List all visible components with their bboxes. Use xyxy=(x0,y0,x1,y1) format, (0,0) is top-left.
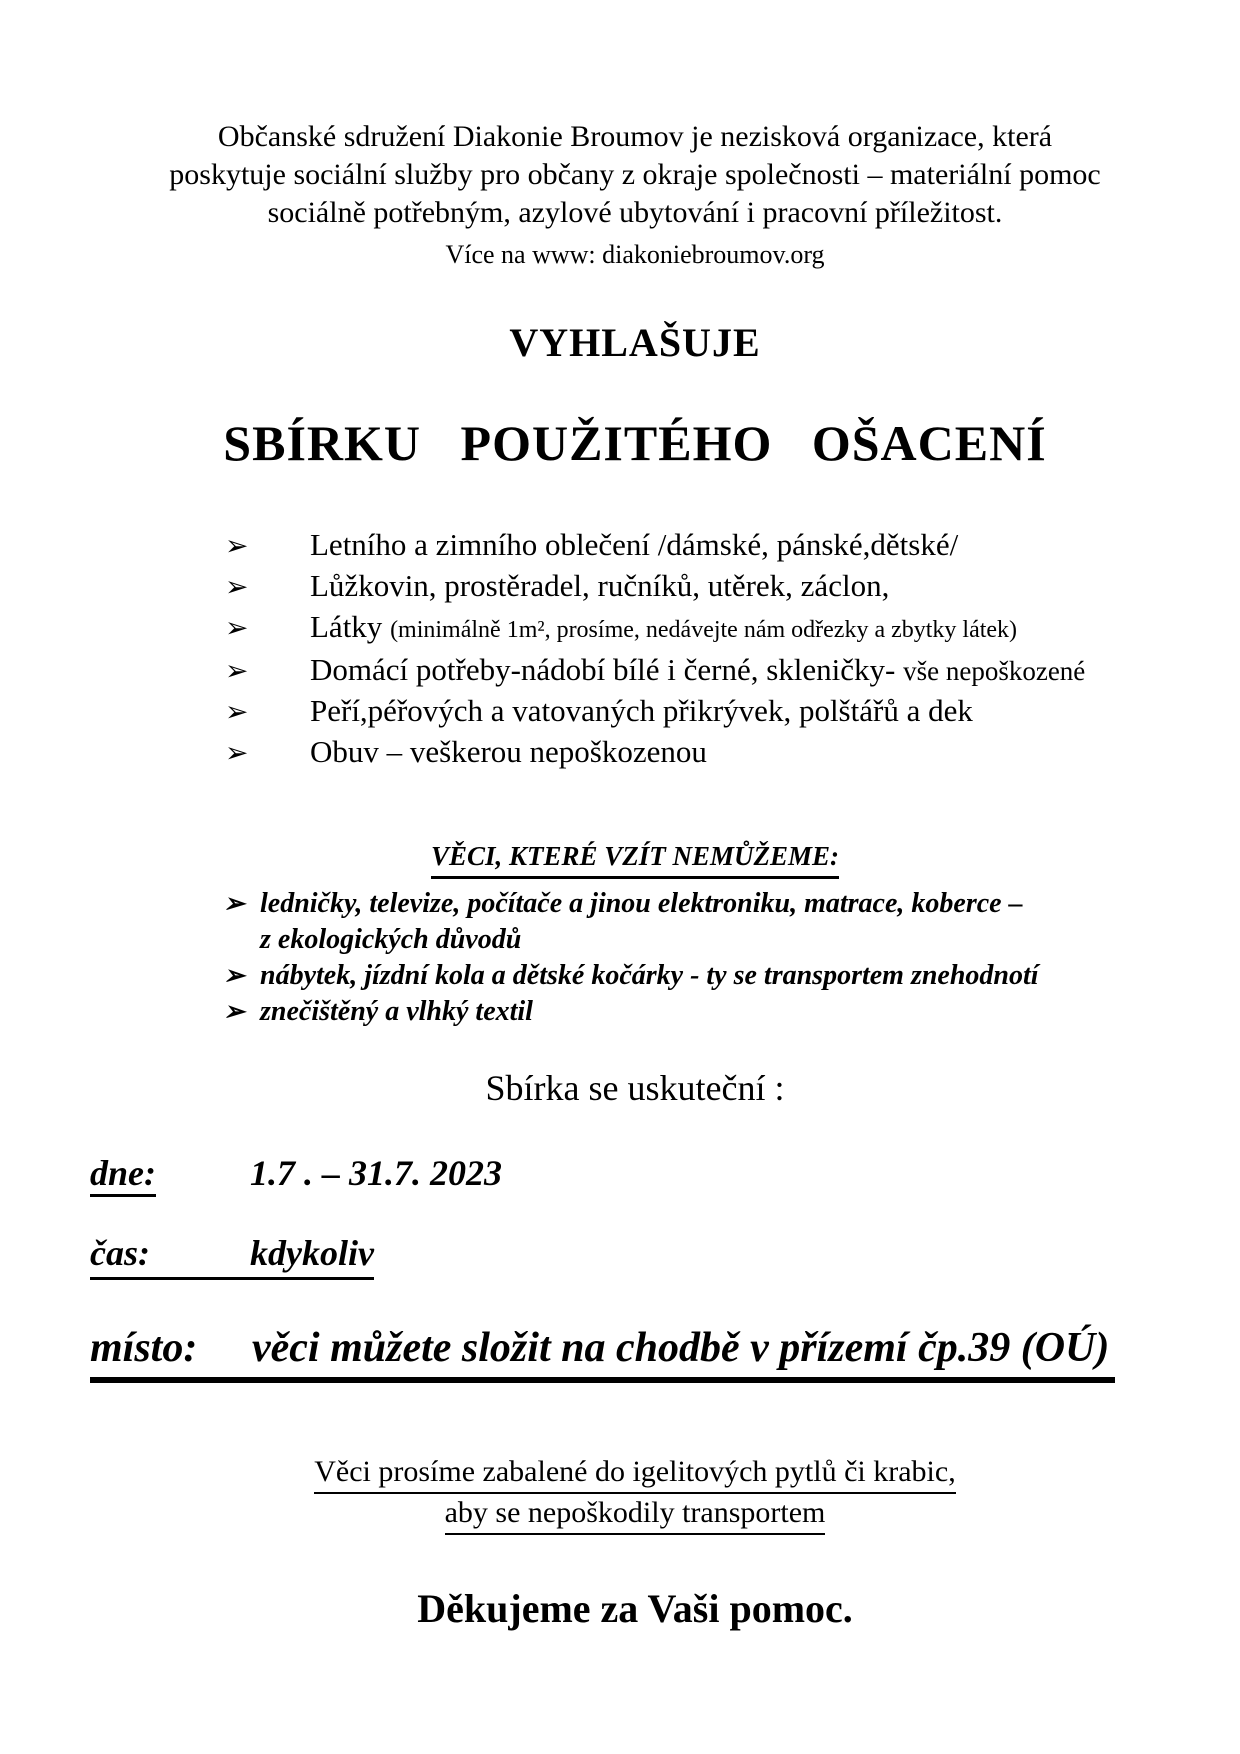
item-note: (minimálně 1m², prosíme, nedávejte nám odřezky a zbytky látek) xyxy=(390,617,1018,643)
list-item xyxy=(90,650,1180,691)
arrow-bullet-icon: ➢ xyxy=(225,656,249,687)
arrow-bullet-icon: ➢ xyxy=(225,697,249,728)
list-item xyxy=(90,994,1180,1030)
intro-line-1: Občanské sdružení Diakonie Broumov je nezisková organizace, která xyxy=(217,120,1053,153)
item-text: ledničky, televize, počítače a jinou elektroniku, matrace, koberce – xyxy=(260,888,1023,919)
rejected-items-heading: VĚCI, KTERÉ VZÍT NEMŮŽEME: xyxy=(90,837,1180,879)
list-item xyxy=(90,886,1180,958)
item-text: Domácí potřeby-nádobí bílé i černé, skleničky- xyxy=(310,652,896,687)
list-item xyxy=(90,607,1180,650)
packing-note xyxy=(90,1453,1180,1535)
item-text: Peří,péřových a vatovaných přikrývek, polštářů a dek xyxy=(310,693,973,728)
item-note: vše nepoškozené xyxy=(903,656,1086,686)
list-item xyxy=(90,566,1180,607)
time-label: čas: xyxy=(90,1233,150,1273)
item-text: Lůžkovin, prostěradel, ručníků, utěrek, záclon, xyxy=(310,568,890,603)
list-item xyxy=(90,958,1180,994)
list-item xyxy=(90,525,1180,566)
item-text: Obuv – veškerou nepoškozenou xyxy=(310,734,707,769)
announce-heading: VYHLAŠUJE xyxy=(509,320,761,365)
event-row-time xyxy=(90,1231,1180,1280)
rejected-items-list xyxy=(90,886,1180,1030)
item-text: Látky xyxy=(310,609,383,644)
place-label: místo: xyxy=(90,1325,198,1371)
item-text: nábytek, jízdní kola a dětské kočárky - ty se transportem znehodnotí xyxy=(260,960,1039,991)
arrow-bullet-icon: ➢ xyxy=(223,961,245,990)
collection-title: SBÍRKU POUŽITÉHO OŠACENÍ xyxy=(223,415,1047,471)
intro-line-3: sociálně potřebným, azylové ubytování i pracovní příležitost. xyxy=(267,196,1003,229)
intro-paragraph xyxy=(90,118,1180,232)
arrow-bullet-icon: ➢ xyxy=(225,613,249,644)
event-row-date xyxy=(90,1151,1180,1195)
time-value: kdykoliv xyxy=(250,1233,374,1273)
item-text: Letního a zimního oblečení /dámské, pánské,dětské/ xyxy=(310,527,959,562)
arrow-bullet-icon: ➢ xyxy=(225,738,249,769)
arrow-bullet-icon: ➢ xyxy=(223,889,245,918)
accepted-items-list xyxy=(90,525,1180,773)
event-row-place xyxy=(90,1323,1180,1383)
arrow-bullet-icon: ➢ xyxy=(223,997,245,1026)
arrow-bullet-icon: ➢ xyxy=(225,531,249,562)
place-value: věci můžete složit na chodbě v přízemí čp.39 (OÚ) xyxy=(252,1325,1110,1371)
item-text: znečištěný a vlhký textil xyxy=(260,996,533,1027)
arrow-bullet-icon: ➢ xyxy=(225,572,249,603)
list-item xyxy=(90,691,1180,732)
intro-line-2: poskytuje sociální služby pro občany z okraje společnosti – materiální pomoc xyxy=(169,158,1101,191)
thanks-line: Děkujeme za Vaši pomoc. xyxy=(417,1586,853,1631)
packing-line-2: aby se nepoškodily transportem xyxy=(445,1494,826,1535)
date-label: dne: xyxy=(90,1153,156,1197)
date-value: 1.7 . – 31.7. 2023 xyxy=(250,1153,502,1193)
list-item xyxy=(90,732,1180,773)
packing-line-1: Věci prosíme zabalené do igelitových pytlů či krabic, xyxy=(314,1453,955,1494)
website-line: Více na www: diakoniebroumov.org xyxy=(445,240,825,269)
event-heading: Sbírka se uskuteční : xyxy=(485,1068,785,1108)
item-text-continued: z ekologických důvodů xyxy=(260,924,522,955)
